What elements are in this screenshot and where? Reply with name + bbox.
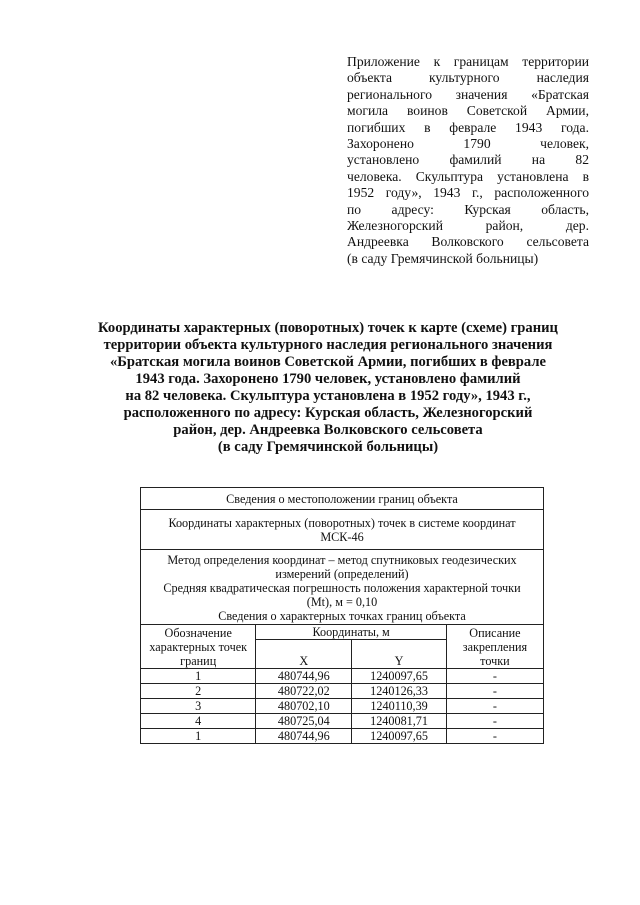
cell-x: 480722,02 bbox=[256, 684, 352, 699]
method-line: (Mt), м = 0,10 bbox=[306, 595, 378, 609]
cell-point: 4 bbox=[141, 714, 256, 729]
annex-line: погибших в феврале 1943 года. bbox=[347, 119, 589, 135]
coord-system-line: Координаты характерных (поворотных) точек в системе координат bbox=[168, 515, 516, 530]
col-header-text: закрепления bbox=[462, 639, 528, 654]
annex-line: установлено фамилий на 82 bbox=[347, 152, 589, 168]
location-header: Сведения о местоположении границ объекта bbox=[141, 488, 544, 510]
column-header-row bbox=[141, 625, 544, 640]
cell-x: 480725,04 bbox=[256, 714, 352, 729]
table-row bbox=[141, 729, 544, 744]
coordinates-table bbox=[140, 487, 544, 744]
table-row bbox=[141, 684, 544, 699]
cell-point: 1 bbox=[141, 729, 256, 744]
annex-line: (в саду Гремячинской больницы) bbox=[347, 250, 539, 266]
cell-point: 1 bbox=[141, 669, 256, 684]
title-line: территории объекта культурного наследия регионального значения bbox=[103, 337, 553, 353]
col-header-text: Описание bbox=[469, 625, 521, 640]
cell-y: 1240097,65 bbox=[352, 729, 447, 744]
col-header-text: Обозначение bbox=[164, 625, 232, 640]
title-line: (в саду Гремячинской больницы) bbox=[217, 439, 439, 455]
cell-x: 480702,10 bbox=[256, 699, 352, 714]
cell-description: - bbox=[446, 669, 543, 684]
table-row bbox=[141, 714, 544, 729]
cell-point: 3 bbox=[141, 699, 256, 714]
table-header-row bbox=[141, 550, 544, 625]
cell-y: 1240126,33 bbox=[352, 684, 447, 699]
cell-x: 480744,96 bbox=[256, 729, 352, 744]
title-line: 1943 года. Захоронено 1790 человек, установлено фамилий bbox=[135, 371, 521, 387]
cell-x: 480744,96 bbox=[256, 669, 352, 684]
coord-system-header bbox=[141, 510, 544, 550]
annex-line: 1952 году», 1943 г., расположенного bbox=[347, 185, 589, 201]
annex-line: Андреевка Волковского сельсовета bbox=[347, 234, 589, 250]
annex-line: Железногорский район, дер. bbox=[347, 218, 589, 234]
title-line: район, дер. Андреевка Волковского сельсовета bbox=[173, 422, 483, 438]
title-line: на 82 человека. Скульптура установлена в 1952 году», 1943 г., bbox=[125, 388, 531, 404]
method-line: Средняя квадратическая погрешность положения характерной точки bbox=[163, 581, 521, 595]
annex-note bbox=[347, 54, 589, 267]
col-header-description bbox=[446, 625, 543, 669]
col-header-y: Y bbox=[352, 640, 447, 669]
cell-y: 1240097,65 bbox=[352, 669, 447, 684]
table-header-row bbox=[141, 510, 544, 550]
title-line: расположенного по адресу: Курская область, Железногорский bbox=[123, 405, 533, 421]
cell-description: - bbox=[446, 729, 543, 744]
col-header-x: X bbox=[256, 640, 352, 669]
method-info bbox=[141, 550, 544, 625]
annex-line: могила воинов Советской Армии, bbox=[347, 103, 589, 119]
annex-line: Захоронено 1790 человек, bbox=[347, 136, 589, 152]
table-header-row bbox=[141, 488, 544, 510]
col-header-coordinates: Координаты, м bbox=[256, 625, 446, 640]
cell-y: 1240110,39 bbox=[352, 699, 447, 714]
cell-point: 2 bbox=[141, 684, 256, 699]
annex-line: объекта культурного наследия bbox=[347, 70, 589, 86]
method-line: Метод определения координат – метод спутниковых геодезических bbox=[167, 553, 517, 567]
method-line: измерений (определений) bbox=[275, 567, 409, 581]
title-line: Координаты характерных (поворотных) точек к карте (схеме) границ bbox=[98, 320, 558, 336]
annex-line: регионального значения «Братская bbox=[347, 86, 589, 102]
col-header-text: характерных точек bbox=[149, 639, 248, 654]
cell-description: - bbox=[446, 684, 543, 699]
coord-system-line: МСК-46 bbox=[320, 529, 364, 544]
table-row bbox=[141, 699, 544, 714]
cell-y: 1240081,71 bbox=[352, 714, 447, 729]
cell-description: - bbox=[446, 714, 543, 729]
annex-line: Приложение к границам территории bbox=[347, 54, 589, 69]
title-line: «Братская могила воинов Советской Армии, погибших в феврале bbox=[109, 354, 547, 370]
annex-line: по адресу: Курская область, bbox=[347, 201, 589, 217]
col-header-text: точки bbox=[480, 653, 510, 668]
col-header-text: границ bbox=[180, 653, 217, 668]
annex-line: человека. Скульптура установлена в bbox=[347, 168, 589, 184]
col-header-designation bbox=[141, 625, 256, 669]
cell-description: - bbox=[446, 699, 543, 714]
table-row bbox=[141, 669, 544, 684]
document-title bbox=[80, 320, 576, 456]
points-header: Сведения о характерных точках границ объекта bbox=[218, 609, 466, 623]
